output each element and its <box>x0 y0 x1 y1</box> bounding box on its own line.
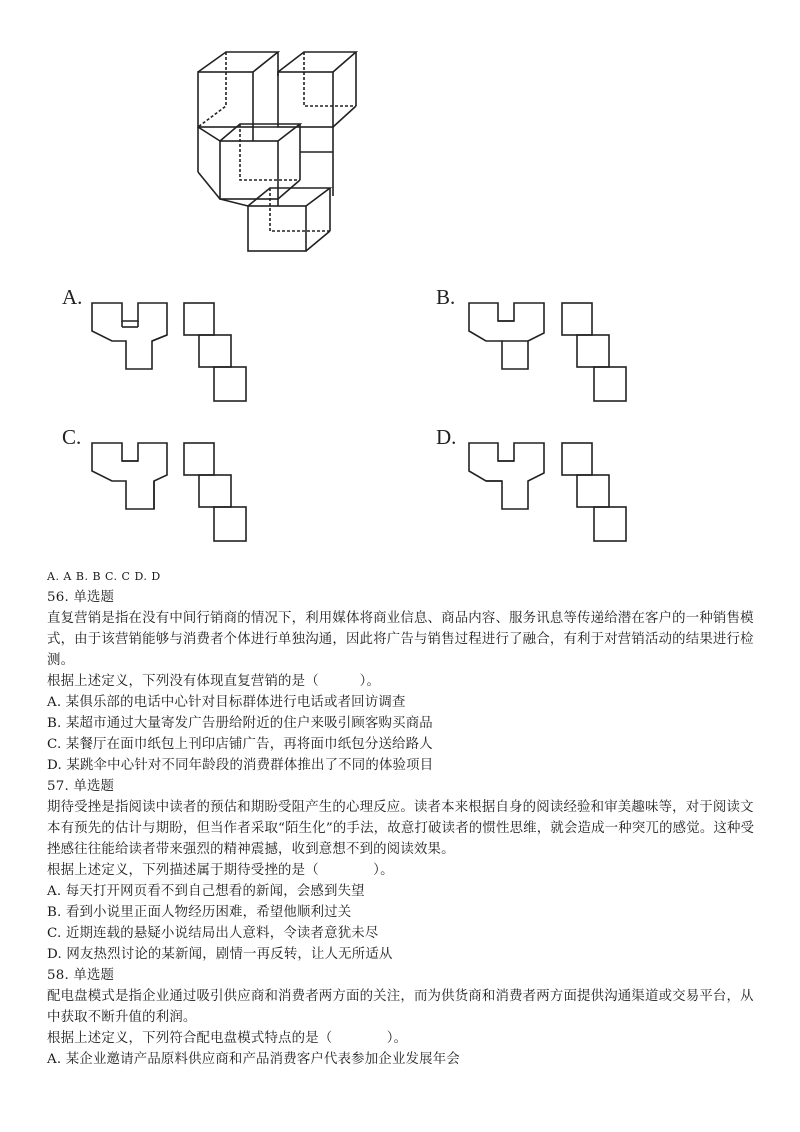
q57-option-d[interactable]: D. 网友热烈讨论的某新闻，剧情一再反转，让人无所适从 <box>47 947 393 962</box>
option-a-label: A. <box>62 285 83 309</box>
q56-option-a[interactable]: A. 某俱乐部的电话中心针对目标群体进行电话或者回访调查 <box>47 695 406 710</box>
q57-definition: 期待受挫是指阅读中读者的预估和期盼受阻产生的心理反应。读者本来根据自身的阅读经验和审美趣味等，对于阅读文本有预先的估计与期盼，但当作者采取“陌生化”的手法，故意打破读者的惯性思维，就会造成一种突兀的感觉。这种受挫感往往能给读者带来强烈的精神震撼，收到意想不到的阅读效果。 <box>47 800 755 857</box>
option-d-label: D. <box>436 425 457 449</box>
q55-answer-choices[interactable]: A. A B. B C. C D. D <box>47 570 161 583</box>
option-d-figure[interactable] <box>436 425 636 550</box>
option-d-views <box>436 425 636 550</box>
option-c-views <box>62 425 262 550</box>
cube-assembly-figure <box>190 46 360 254</box>
q57-option-b[interactable]: B. 看到小说里正面人物经历困难，希望他顺利过关 <box>47 905 352 920</box>
option-b-label: B. <box>436 285 456 309</box>
q57-prompt: 根据上述定义，下列描述属于期待受挫的是（ ）。 <box>47 863 394 878</box>
q57-option-c[interactable]: C. 近期连载的悬疑小说结局出人意料，令读者意犹未尽 <box>47 926 379 941</box>
question-text-block <box>47 566 762 1070</box>
option-b-figure[interactable] <box>436 285 636 410</box>
q56-definition: 直复营销是指在没有中间行销商的情况下，利用媒体将商业信息、商品内容、服务讯息等传递给潜在客户的一种销售模式，由于该营销能够与消费者个体进行单独沟通，因此将广告与销售过程进行了融合，有利于对营销活动的结果进行检测。 <box>47 611 754 668</box>
option-a-views <box>62 285 262 410</box>
q58-option-a[interactable]: A. 某企业邀请产品原料供应商和产品消费客户代表参加企业发展年会 <box>47 1052 460 1067</box>
q56-number: 56. 单选题 <box>47 590 115 605</box>
q56-option-c[interactable]: C. 某餐厅在面巾纸包上刊印店铺广告，再将面巾纸包分送给路人 <box>47 737 433 752</box>
q58-prompt: 根据上述定义，下列符合配电盘模式特点的是（ ）。 <box>47 1031 408 1046</box>
q58-definition: 配电盘模式是指企业通过吸引供应商和消费者两方面的关注，而为供货商和消费者两方面提供沟通渠道或交易平台，从中获取不断升值的利润。 <box>47 989 754 1025</box>
option-b-views <box>436 285 636 410</box>
q57-number: 57. 单选题 <box>47 779 115 794</box>
option-a-figure[interactable] <box>62 285 262 410</box>
q56-prompt: 根据上述定义，下列没有体现直复营销的是（ ）。 <box>47 674 381 689</box>
option-c-label: C. <box>62 425 82 449</box>
q58-number: 58. 单选题 <box>47 968 115 983</box>
q56-option-b[interactable]: B. 某超市通过大量寄发广告册给附近的住户来吸引顾客购买商品 <box>47 716 433 731</box>
option-c-figure[interactable] <box>62 425 262 550</box>
q57-option-a[interactable]: A. 每天打开网页看不到自己想看的新闻，会感到失望 <box>47 884 365 899</box>
q56-option-d[interactable]: D. 某跳伞中心针对不同年龄段的消费群体推出了不同的体验项目 <box>47 758 434 773</box>
